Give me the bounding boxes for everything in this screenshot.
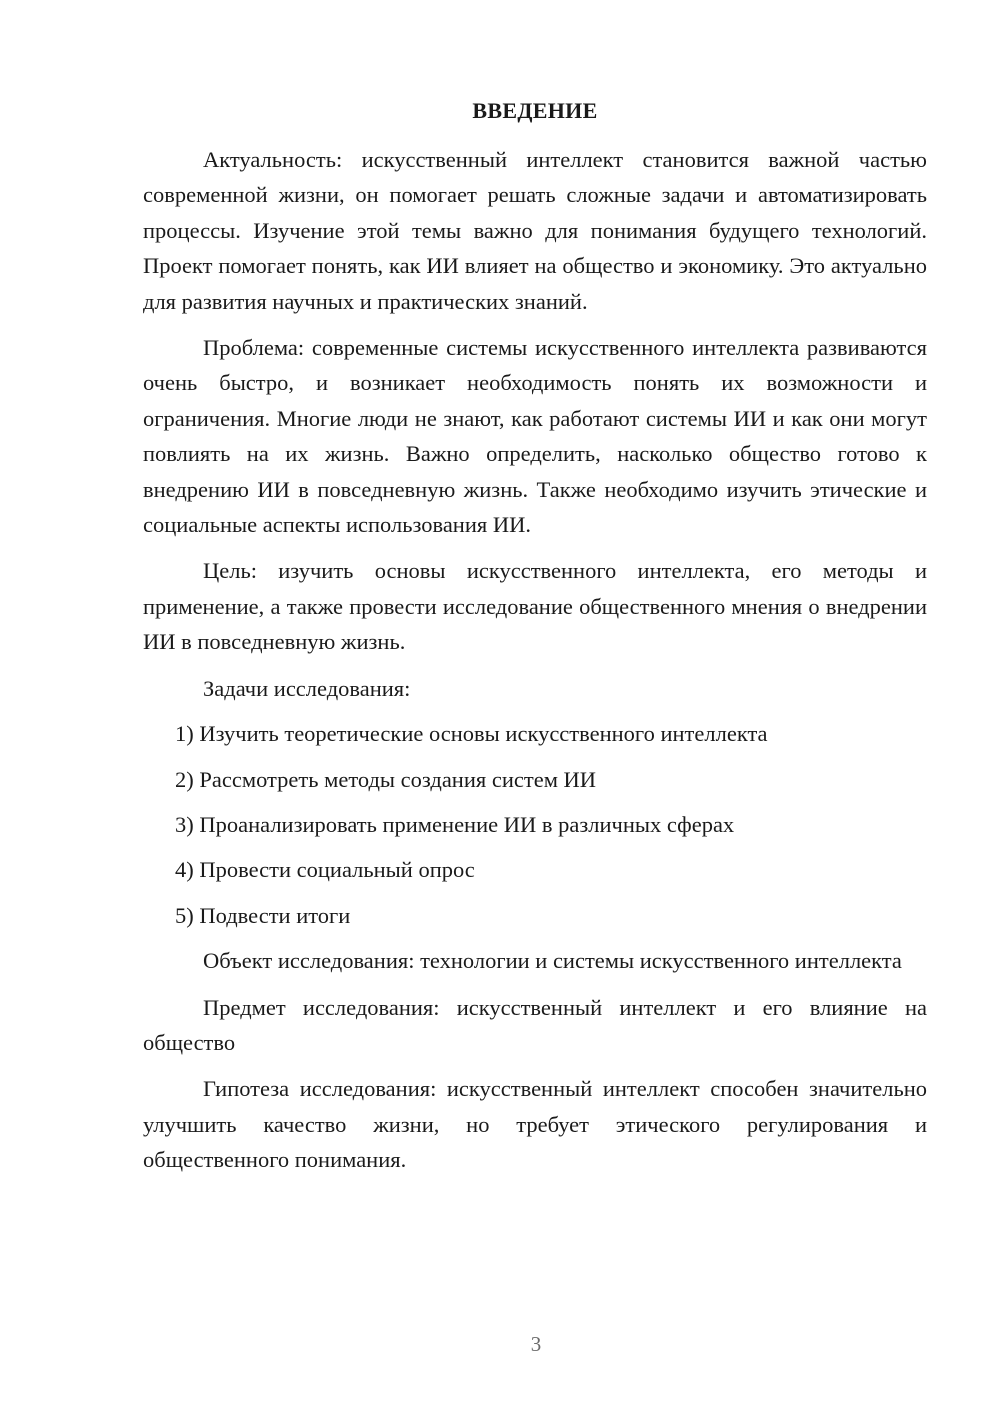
subject-paragraph: Предмет исследования: искусственный интеллект и его влияние на общество — [143, 994, 927, 1055]
object-paragraph: Объект исследования: технологии и системы искусственного интеллекта — [203, 948, 902, 974]
task-item: 1) Изучить теоретические основы искусственного интеллекта — [175, 721, 768, 747]
task-item: 3) Проанализировать применение ИИ в различных сферах — [175, 811, 735, 837]
goal-paragraph: Цель: изучить основы искусственного интеллекта, его методы и применение, а также провести исследование общественного мнения о внедрении ИИ в повседневную жизнь. — [143, 558, 927, 655]
hypothesis-paragraph: Гипотеза исследования: искусственный интеллект способен значительно улучшить качество жизни, но требует этического регулирования и общественного понимания. — [143, 1076, 927, 1173]
problem-paragraph: Проблема: современные системы искусственного интеллекта развиваются очень быстро, и возникает необходимость понять их возможности и ограничения. Многие люди не знают, как работают системы ИИ и как они могут повлиять на их жизнь. Важно определить, насколько общество готово к внедрению ИИ в повседневную жизнь. Также необходимо изучить этические и социальные аспекты использования ИИ. — [143, 335, 927, 538]
task-list — [143, 716, 927, 933]
task-item: 5) Подвести итоги — [175, 902, 351, 928]
relevance-paragraph: Актуальность: искусственный интеллект становится важной частью современной жизни, он помогает решать сложные задачи и автоматизировать процессы. Изучение этой темы важно для понимания будущего технологий. Проект помогает понять, как ИИ влияет на общество и экономику. Это актуально для развития научных и практических знаний. — [143, 147, 927, 314]
task-item: 2) Рассмотреть методы создания систем ИИ — [175, 766, 597, 792]
task-item: 4) Провести социальный опрос — [175, 857, 475, 883]
section-heading: ВВЕДЕНИЕ — [472, 98, 598, 123]
page-number: 3 — [530, 1332, 542, 1356]
document-body — [143, 95, 927, 1186]
tasks-title: Задачи исследования: — [203, 675, 411, 701]
